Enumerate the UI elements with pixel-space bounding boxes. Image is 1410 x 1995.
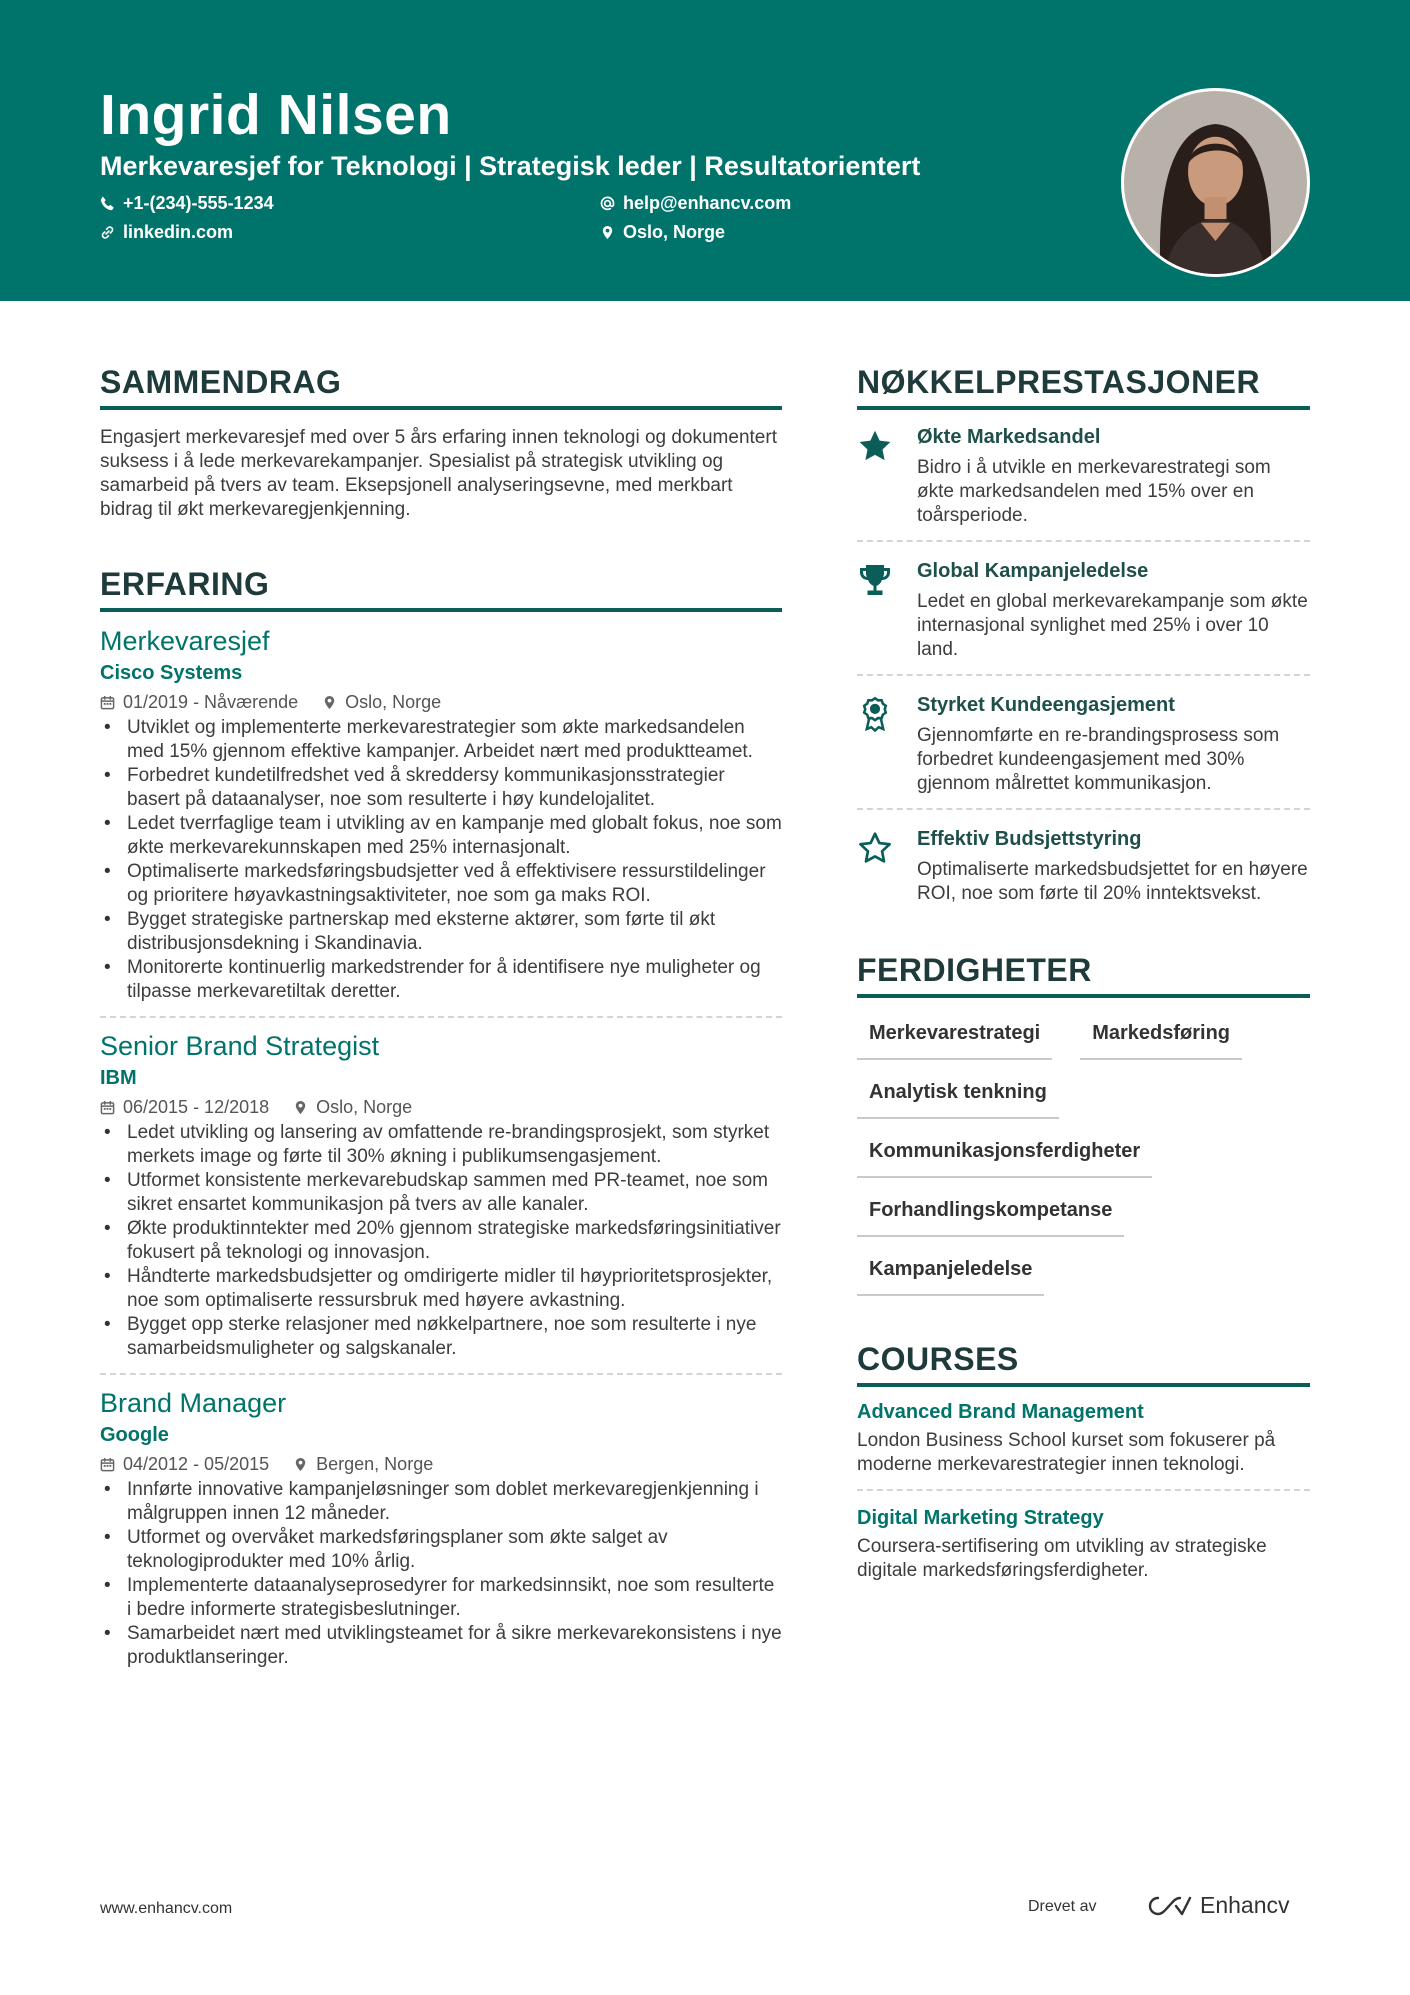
candidate-headline: Merkevaresjef for Teknologi | Strategisk leder | Resultatorientert — [100, 151, 921, 181]
at-icon — [600, 196, 615, 211]
achievement-item — [857, 692, 1310, 796]
job-bullet: • Monitorerte kontinuerlig markedstrender for å identifisere nye muligheter og tilpasse merkevaretiltak deretter. — [100, 956, 782, 1004]
experience-heading: ERFARING — [100, 564, 782, 612]
contact-email[interactable] — [600, 193, 791, 214]
job-location — [293, 1452, 433, 1476]
courses-heading: COURSES — [857, 1339, 1310, 1387]
course-desc: Coursera-sertifisering om utvikling av strategiske digitale markedsføringsferdigheter. — [857, 1536, 1267, 1581]
email-text: help@enhancv.com — [623, 193, 792, 213]
job-location — [293, 1095, 412, 1119]
skill-tag: Kommunikasjonsferdigheter — [857, 1134, 1152, 1178]
job-bullet: • Ledet tverrfaglige team i utvikling av en kampanje med globalt fokus, noe som økte merkevarekunnskapen med 25% internasjonalt. — [100, 812, 782, 860]
achievement-title: Økte Markedsandel — [917, 426, 1101, 448]
divider — [100, 1373, 782, 1375]
job-company: Cisco Systems — [100, 662, 243, 684]
achievement-desc: Bidro i å utvikle en merkevarestrategi som økte markedsandelen med 15% over en toårsperiode. — [917, 457, 1271, 526]
job-entry — [100, 1386, 782, 1670]
job-bullet: • Økte produktinntekter med 20% gjennom strategiske markedsføringsinitiativer fokusert på teknologi og innovasjon. — [100, 1217, 782, 1265]
job-bullet: • Utviklet og implementerte merkevarestrategier som økte markedsandelen med 15% gjennom effektive kampanjer. Arbeidet nært med produktteamet. — [100, 716, 782, 764]
skill-tag: Merkevarestrategi — [857, 1016, 1052, 1060]
job-bullet: • Bygget strategiske partnerskap med eksterne aktører, som førte til økt distribusjonsdekning i Skandinavia. — [100, 908, 782, 956]
course-desc: London Business School kurset som fokuserer på moderne merkevarestrategier innen teknologi. — [857, 1430, 1276, 1475]
job-location — [322, 690, 441, 714]
course-item — [857, 1505, 1310, 1583]
job-bullet: • Innførte innovative kampanjeløsninger som doblet merkevaregjenkjenning i målgruppen innen 12 måneder. — [100, 1478, 782, 1526]
achievement-title: Effektiv Budsjettstyring — [917, 828, 1142, 850]
profile-photo — [1121, 88, 1310, 277]
job-meta — [100, 1095, 782, 1119]
skills-heading: FERDIGHETER — [857, 950, 1310, 998]
phone-icon — [100, 196, 115, 211]
job-bullet: • Forbedret kundetilfredshet ved å skreddersy kommunikasjonsstrategier basert på dataanalyser, noe som resulterte i høy kundelojalitet. — [100, 764, 782, 812]
job-bullet: • Optimaliserte markedsføringsbudsjetter ved å effektivisere ressurstildelinger og prioritere høyavkastningsaktiviteter, noe som ga maks ROI. — [100, 860, 782, 908]
job-entry — [100, 1029, 782, 1361]
footer-logo[interactable] — [1146, 1892, 1290, 1919]
job-bullet: • Utformet konsistente merkevarebudskap sammen med PR-teamet, noe som sikret ensartet kommunikasjon på tvers av alle kanaler. — [100, 1169, 782, 1217]
job-bullets — [100, 1478, 782, 1670]
achievement-title: Styrket Kundeengasjement — [917, 694, 1175, 716]
achievement-item — [857, 558, 1310, 662]
skill-tag: Analytisk tenkning — [857, 1075, 1059, 1119]
trophy-icon — [857, 562, 893, 598]
footer-brand: Enhancv — [1200, 1892, 1290, 1918]
course-item — [857, 1399, 1310, 1477]
location-text: Oslo, Norge — [623, 222, 726, 242]
job-bullet: • Håndterte markedsbudsjetter og omdirigerte midler til høyprioritetsprosjekter, noe som optimaliserte ressursbruk med høyere avkastning. — [100, 1265, 782, 1313]
skills-list — [857, 1016, 1310, 1311]
avatar — [1124, 91, 1307, 274]
contact-phone[interactable] — [100, 193, 274, 214]
achievement-item — [857, 424, 1310, 528]
job-bullet: • Utformet og overvåket markedsføringsplaner som økte salget av teknologiprodukter med 10% årlig. — [100, 1526, 782, 1574]
job-dates: 04/2012 - 05/2015 — [123, 1454, 270, 1474]
achievements-heading: NØKKELPRESTASJONER — [857, 362, 1310, 410]
summary-text: Engasjert merkevaresjef med over 5 års erfaring innen teknologi og dokumentert suksess i å lede merkevarekampanjer. Spesialist på strategisk utvikling og samarbeid på tvers av team. Eksepsjonell analyseringsevne, med merkbart bidrag til økt merkevaregjenkjenning. — [100, 427, 777, 520]
job-dates: 01/2019 - Nåværende — [123, 692, 299, 712]
summary-heading: SAMMENDRAG — [100, 362, 782, 410]
job-title: Brand Manager — [100, 1388, 287, 1418]
left-column — [100, 362, 782, 1670]
calendar-icon — [100, 1457, 115, 1472]
header-banner — [0, 0, 1410, 301]
job-meta — [100, 1452, 782, 1476]
job-bullet: • Bygget opp sterke relasjoner med nøkkelpartnere, noe som resulterte i nye samarbeidsmuligheter og salgskanaler. — [100, 1313, 782, 1361]
calendar-icon — [100, 1100, 115, 1115]
divider — [857, 1489, 1310, 1491]
job-company: Google — [100, 1424, 169, 1446]
skill-tag: Kampanjeledelse — [857, 1252, 1044, 1296]
job-bullets — [100, 1121, 782, 1361]
location-pin-icon — [600, 225, 615, 240]
divider — [857, 808, 1310, 810]
job-title: Senior Brand Strategist — [100, 1031, 380, 1061]
footer-powered-by: Drevet av — [1028, 1898, 1097, 1915]
job-title: Merkevaresjef — [100, 626, 270, 656]
job-company: IBM — [100, 1067, 137, 1089]
calendar-icon — [100, 695, 115, 710]
job-bullet: • Ledet utvikling og lansering av omfattende re-brandingsprosjekt, som styrket merkets image og førte til 30% økning i publikumsengasjement. — [100, 1121, 782, 1169]
job-dates: 06/2015 - 12/2018 — [123, 1097, 270, 1117]
job-bullets — [100, 716, 782, 1004]
contact-location — [600, 222, 725, 243]
candidate-name: Ingrid Nilsen — [100, 83, 452, 147]
divider — [857, 674, 1310, 676]
contact-linkedin[interactable] — [100, 222, 233, 243]
location-pin-icon — [322, 695, 337, 710]
course-title: Advanced Brand Management — [857, 1401, 1144, 1423]
skill-tag: Markedsføring — [1080, 1016, 1242, 1060]
right-column — [857, 362, 1310, 1583]
location-pin-icon — [293, 1457, 308, 1472]
link-icon — [100, 225, 115, 240]
course-title: Digital Marketing Strategy — [857, 1507, 1104, 1529]
job-location-text: Oslo, Norge — [316, 1097, 413, 1117]
linkedin-text: linkedin.com — [123, 222, 234, 242]
job-bullet: • Implementerte dataanalyseprosedyrer for markedsinnsikt, noe som resulterte i bedre informerte strategisbeslutninger. — [100, 1574, 782, 1622]
enhancv-logo-icon — [1146, 1894, 1192, 1918]
divider — [857, 540, 1310, 542]
job-location-text: Oslo, Norge — [345, 692, 442, 712]
footer-url[interactable]: www.enhancv.com — [100, 1900, 233, 1917]
achievement-desc: Gjennomførte en re-brandingsprosess som forbedret kundeengasjement med 30% gjennom målrettet kommunikasjon. — [917, 725, 1280, 794]
achievement-title: Global Kampanjeledelse — [917, 560, 1149, 582]
location-pin-icon — [293, 1100, 308, 1115]
skill-tag: Forhandlingskompetanse — [857, 1193, 1124, 1237]
award-ribbon-icon — [857, 696, 893, 732]
job-bullet: • Samarbeidet nært med utviklingsteamet for å sikre merkevarekonsistens i nye produktlanseringer. — [100, 1622, 782, 1670]
job-location-text: Bergen, Norge — [316, 1454, 434, 1474]
star-filled-icon — [857, 428, 893, 464]
phone-text: +1-(234)-555-1234 — [123, 193, 274, 213]
job-meta — [100, 690, 782, 714]
divider — [100, 1016, 782, 1018]
achievement-desc: Optimaliserte markedsbudsjettet for en høyere ROI, noe som førte til 20% inntektsvekst. — [917, 859, 1308, 904]
achievement-desc: Ledet en global merkevarekampanje som økte internasjonal synlighet med 25% i over 10 land. — [917, 591, 1308, 660]
job-entry — [100, 624, 782, 1004]
achievement-item — [857, 826, 1310, 906]
star-outline-icon — [857, 830, 893, 866]
